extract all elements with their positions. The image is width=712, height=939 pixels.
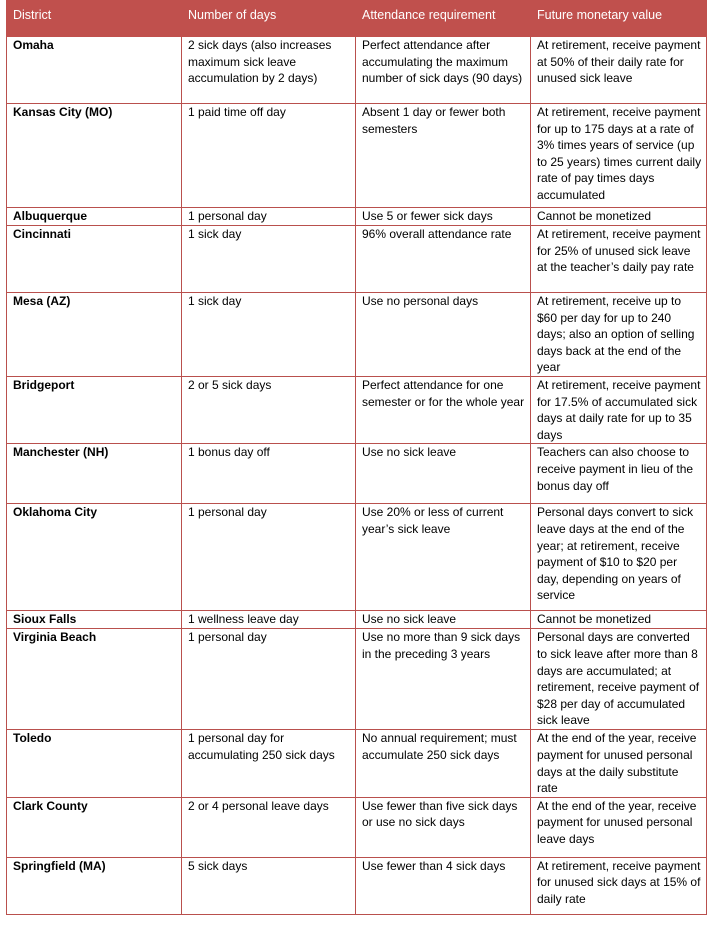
district-cell: Cincinnati [7, 226, 182, 293]
header-number-of-days: Number of days [182, 1, 356, 37]
table-row [7, 504, 707, 611]
future-monetary-value-cell: Cannot be monetized [531, 208, 707, 226]
table-row [7, 797, 707, 857]
header-attendance-requirement: Attendance requirement [356, 1, 531, 37]
attendance-requirement-cell: Use 5 or fewer sick days [356, 208, 531, 226]
district-cell: Springfield (MA) [7, 857, 182, 914]
district-cell: Kansas City (MO) [7, 104, 182, 208]
future-monetary-value-cell: At retirement, receive payment for up to 175 days at a rate of 3% times years of service (up to 25 years) times current daily rate of pay times days accumulated [531, 104, 707, 208]
number-of-days-cell: 1 personal day [182, 208, 356, 226]
attendance-requirement-cell: Use no sick leave [356, 611, 531, 629]
district-cell: Mesa (AZ) [7, 293, 182, 377]
number-of-days-cell: 5 sick days [182, 857, 356, 914]
table-body [7, 37, 707, 915]
table-row [7, 208, 707, 226]
attendance-requirement-cell: Use fewer than five sick days or use no sick days [356, 797, 531, 857]
future-monetary-value-cell: Cannot be monetized [531, 611, 707, 629]
number-of-days-cell: 1 sick day [182, 293, 356, 377]
header-future-monetary-value: Future monetary value [531, 1, 707, 37]
table-row [7, 377, 707, 444]
number-of-days-cell: 2 or 4 personal leave days [182, 797, 356, 857]
attendance-requirement-cell: Perfect attendance for one semester or for the whole year [356, 377, 531, 444]
district-cell: Toledo [7, 730, 182, 797]
number-of-days-cell: 2 or 5 sick days [182, 377, 356, 444]
attendance-requirement-cell: Use fewer than 4 sick days [356, 857, 531, 914]
district-cell: Oklahoma City [7, 504, 182, 611]
number-of-days-cell: 1 sick day [182, 226, 356, 293]
district-cell: Bridgeport [7, 377, 182, 444]
table-row [7, 444, 707, 504]
attendance-requirement-cell: Perfect attendance after accumulating the maximum number of sick days (90 days) [356, 37, 531, 104]
future-monetary-value-cell: Personal days are converted to sick leave after more than 8 days are accumulated; at retirement, receive payment of $28 per day of accumulated sick leave [531, 629, 707, 730]
district-cell: Sioux Falls [7, 611, 182, 629]
table-row [7, 293, 707, 377]
table-row [7, 104, 707, 208]
future-monetary-value-cell: At the end of the year, receive payment for unused personal leave days [531, 797, 707, 857]
future-monetary-value-cell: At retirement, receive payment for unused sick days at 15% of daily rate [531, 857, 707, 914]
future-monetary-value-cell: Personal days convert to sick leave days at the end of the year; at retirement, receive payment of $10 to $20 per day, depending on years of service [531, 504, 707, 611]
attendance-requirement-cell: Absent 1 day or fewer both semesters [356, 104, 531, 208]
district-cell: Clark County [7, 797, 182, 857]
future-monetary-value-cell: At the end of the year, receive payment for unused personal days at the daily substitute rate [531, 730, 707, 797]
attendance-incentive-table [6, 0, 707, 915]
table-row [7, 226, 707, 293]
table-row [7, 629, 707, 730]
table-header [7, 1, 707, 37]
number-of-days-cell: 1 personal day for accumulating 250 sick days [182, 730, 356, 797]
district-cell: Omaha [7, 37, 182, 104]
district-cell: Manchester (NH) [7, 444, 182, 504]
header-row [7, 1, 707, 37]
future-monetary-value-cell: At retirement, receive up to $60 per day for up to 240 days; also an option of selling days back at the end of the year [531, 293, 707, 377]
future-monetary-value-cell: At retirement, receive payment for 25% of unused sick leave at the teacher’s daily pay rate [531, 226, 707, 293]
number-of-days-cell: 2 sick days (also increases maximum sick leave accumulation by 2 days) [182, 37, 356, 104]
table-row [7, 37, 707, 104]
number-of-days-cell: 1 personal day [182, 504, 356, 611]
attendance-requirement-cell: Use no more than 9 sick days in the preceding 3 years [356, 629, 531, 730]
number-of-days-cell: 1 paid time off day [182, 104, 356, 208]
table-row [7, 730, 707, 797]
attendance-requirement-cell: No annual requirement; must accumulate 250 sick days [356, 730, 531, 797]
future-monetary-value-cell: At retirement, receive payment at 50% of their daily rate for unused sick leave [531, 37, 707, 104]
district-cell: Albuquerque [7, 208, 182, 226]
table-row [7, 611, 707, 629]
attendance-requirement-cell: Use no personal days [356, 293, 531, 377]
attendance-requirement-cell: Use 20% or less of current year’s sick leave [356, 504, 531, 611]
number-of-days-cell: 1 bonus day off [182, 444, 356, 504]
future-monetary-value-cell: Teachers can also choose to receive payment in lieu of the bonus day off [531, 444, 707, 504]
number-of-days-cell: 1 wellness leave day [182, 611, 356, 629]
district-cell: Virginia Beach [7, 629, 182, 730]
attendance-requirement-cell: 96% overall attendance rate [356, 226, 531, 293]
table-row [7, 857, 707, 914]
future-monetary-value-cell: At retirement, receive payment for 17.5% of accumulated sick days at daily rate for up to 35 days [531, 377, 707, 444]
incentive-table-container [6, 0, 706, 915]
header-district: District [7, 1, 182, 37]
number-of-days-cell: 1 personal day [182, 629, 356, 730]
attendance-requirement-cell: Use no sick leave [356, 444, 531, 504]
